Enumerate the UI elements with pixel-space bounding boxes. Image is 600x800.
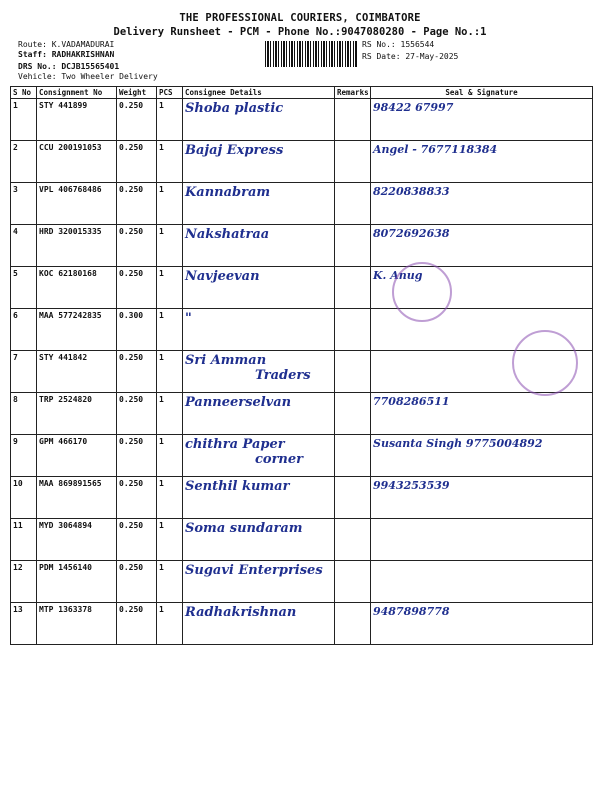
cell-sno: 1 — [11, 99, 37, 141]
staff-label: Staff: RADHAKRISHNAN — [18, 50, 115, 59]
route-label: Route: K.VADAMADURAI — [18, 40, 115, 49]
cell-weight: 0.250 — [117, 603, 157, 645]
cell-remarks — [335, 393, 371, 435]
table-row — [11, 561, 593, 603]
cell-signature: K. Anug — [371, 267, 593, 309]
cell-sno: 10 — [11, 477, 37, 519]
table-row — [11, 183, 593, 225]
consignee-name: Sugavi Enterprises — [185, 563, 323, 578]
barcode-image — [265, 41, 357, 67]
cell-weight: 0.250 — [117, 267, 157, 309]
cell-consignment: TRP 2524820 — [37, 393, 117, 435]
cell-signature: 8072692638 — [371, 225, 593, 267]
cell-remarks — [335, 99, 371, 141]
cell-consignment: HRD 320015335 — [37, 225, 117, 267]
cell-sno: 7 — [11, 351, 37, 393]
table-row — [11, 99, 593, 141]
cell-consignment: MTP 1363378 — [37, 603, 117, 645]
cell-sno: 8 — [11, 393, 37, 435]
cell-consignment: GPM 466170 — [37, 435, 117, 477]
cell-remarks — [335, 477, 371, 519]
table-row — [11, 351, 593, 393]
cell-consignee — [183, 141, 335, 183]
cell-consignee — [183, 309, 335, 351]
table-row — [11, 225, 593, 267]
cell-pcs: 1 — [157, 267, 183, 309]
vehicle-label: Vehicle: Two Wheeler Delivery — [18, 72, 158, 81]
cell-signature: 9487898778 — [371, 603, 593, 645]
cell-weight: 0.250 — [117, 351, 157, 393]
table-row — [11, 267, 593, 309]
cell-sno: 9 — [11, 435, 37, 477]
cell-pcs: 1 — [157, 141, 183, 183]
col-consignment: Consignment No — [37, 87, 117, 99]
cell-remarks — [335, 435, 371, 477]
cell-pcs: 1 — [157, 435, 183, 477]
consignee-name-line2: Traders — [255, 368, 311, 383]
cell-sno: 13 — [11, 603, 37, 645]
cell-sno: 5 — [11, 267, 37, 309]
cell-pcs: 1 — [157, 225, 183, 267]
cell-remarks — [335, 351, 371, 393]
table-row — [11, 435, 593, 477]
col-signature: Seal & Signature — [371, 87, 593, 99]
consignee-name: Radhakrishnan — [185, 605, 297, 620]
cell-remarks — [335, 519, 371, 561]
cell-weight: 0.250 — [117, 99, 157, 141]
cell-remarks — [335, 603, 371, 645]
cell-pcs: 1 — [157, 477, 183, 519]
cell-signature — [371, 519, 593, 561]
cell-consignee — [183, 477, 335, 519]
cell-signature: 8220838833 — [371, 183, 593, 225]
table-row — [11, 393, 593, 435]
cell-consignment: CCU 200191053 — [37, 141, 117, 183]
consignee-name: " — [185, 311, 192, 326]
cell-weight: 0.250 — [117, 393, 157, 435]
consignee-name: Sri Amman — [185, 353, 267, 368]
cell-consignee — [183, 561, 335, 603]
col-remarks: Remarks — [335, 87, 371, 99]
cell-weight: 0.250 — [117, 225, 157, 267]
consignee-name: chithra Paper — [185, 437, 285, 452]
runsheet-subtitle: Delivery Runsheet - PCM - Phone No.:9047080280 - Page No.:1 — [113, 26, 487, 38]
cell-weight: 0.250 — [117, 183, 157, 225]
consignee-name: Navjeevan — [185, 269, 260, 284]
consignee-name: Nakshatraa — [185, 227, 270, 242]
table-row — [11, 519, 593, 561]
cell-signature: 7708286511 — [371, 393, 593, 435]
cell-pcs: 1 — [157, 351, 183, 393]
col-sno: S No — [11, 87, 37, 99]
cell-consignee — [183, 225, 335, 267]
company-title: THE PROFESSIONAL COURIERS, COIMBATORE — [179, 12, 421, 24]
cell-sno: 6 — [11, 309, 37, 351]
cell-pcs: 1 — [157, 183, 183, 225]
cell-pcs: 1 — [157, 603, 183, 645]
cell-consignee — [183, 603, 335, 645]
table-row — [11, 603, 593, 645]
drs-number: DRS No.: DCJB15565401 — [18, 62, 120, 71]
consignee-name: Kannabram — [185, 185, 271, 200]
consignee-name: Shoba plastic — [185, 101, 284, 116]
cell-consignment: MAA 577242835 — [37, 309, 117, 351]
cell-remarks — [335, 561, 371, 603]
col-consignee: Consignee Details — [183, 87, 335, 99]
consignee-name: Senthil kumar — [185, 479, 290, 494]
table-row — [11, 477, 593, 519]
cell-consignee — [183, 519, 335, 561]
col-pcs: PCS — [157, 87, 183, 99]
cell-consignment: STY 441899 — [37, 99, 117, 141]
cell-consignee — [183, 435, 335, 477]
cell-remarks — [335, 183, 371, 225]
cell-consignment: KOC 62180168 — [37, 267, 117, 309]
cell-signature — [371, 561, 593, 603]
cell-pcs: 1 — [157, 309, 183, 351]
cell-remarks — [335, 309, 371, 351]
cell-pcs: 1 — [157, 519, 183, 561]
seal-stamp-2 — [512, 330, 578, 396]
cell-signature: Susanta Singh 9775004892 — [371, 435, 593, 477]
rs-number: RS No.: 1556544 — [362, 40, 435, 49]
cell-pcs: 1 — [157, 99, 183, 141]
cell-sno: 4 — [11, 225, 37, 267]
runsheet-table — [10, 86, 593, 645]
col-weight: Weight — [117, 87, 157, 99]
table-header-row — [11, 87, 593, 99]
cell-consignee — [183, 183, 335, 225]
table-row — [11, 141, 593, 183]
consignee-name-line2: corner — [255, 452, 304, 467]
cell-consignment: VPL 406768486 — [37, 183, 117, 225]
consignee-name: Panneerselvan — [185, 395, 292, 410]
cell-remarks — [335, 225, 371, 267]
cell-consignee — [183, 393, 335, 435]
consignee-name: Soma sundaram — [185, 521, 303, 536]
cell-signature: 9943253539 — [371, 477, 593, 519]
cell-weight: 0.300 — [117, 309, 157, 351]
cell-remarks — [335, 141, 371, 183]
cell-weight: 0.250 — [117, 561, 157, 603]
cell-consignment: MYD 3064894 — [37, 519, 117, 561]
cell-signature: 98422 67997 — [371, 99, 593, 141]
cell-signature: Angel - 7677118384 — [371, 141, 593, 183]
cell-remarks — [335, 267, 371, 309]
cell-weight: 0.250 — [117, 141, 157, 183]
cell-consignee — [183, 351, 335, 393]
cell-sno: 2 — [11, 141, 37, 183]
cell-sno: 3 — [11, 183, 37, 225]
cell-consignee — [183, 267, 335, 309]
cell-sno: 12 — [11, 561, 37, 603]
table-row — [11, 309, 593, 351]
cell-sno: 11 — [11, 519, 37, 561]
cell-consignment: STY 441842 — [37, 351, 117, 393]
seal-stamp-1 — [392, 262, 452, 322]
consignee-name: Bajaj Express — [185, 143, 284, 158]
cell-pcs: 1 — [157, 561, 183, 603]
rs-date: RS Date: 27-May-2025 — [362, 52, 459, 61]
cell-consignment: MAA 869891565 — [37, 477, 117, 519]
cell-pcs: 1 — [157, 393, 183, 435]
cell-consignee — [183, 99, 335, 141]
cell-consignment: PDM 1456140 — [37, 561, 117, 603]
cell-weight: 0.250 — [117, 519, 157, 561]
cell-weight: 0.250 — [117, 435, 157, 477]
cell-weight: 0.250 — [117, 477, 157, 519]
